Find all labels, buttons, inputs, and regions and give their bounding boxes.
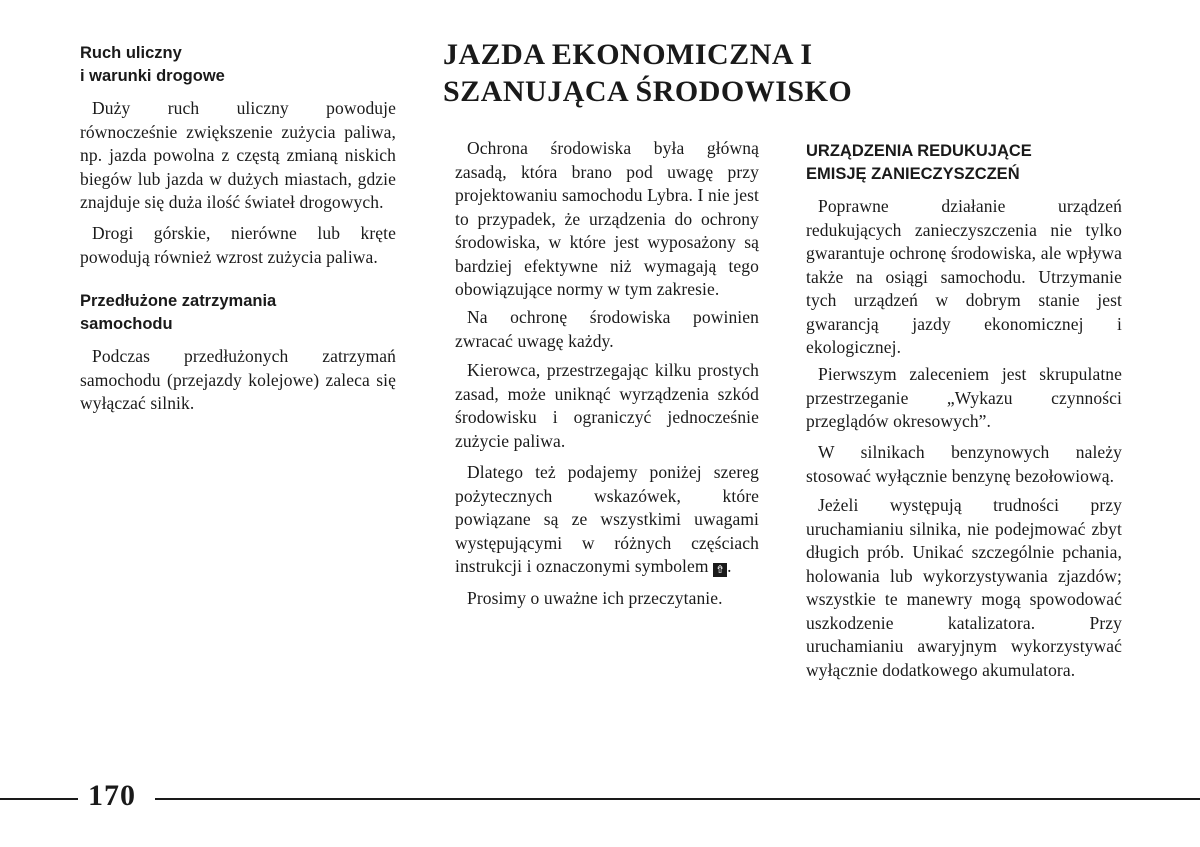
paragraph-traffic: Duży ruch uliczny powoduje równocześnie zwiększenie zużycia paliwa, np. jazda powolna z częstą zmianą niskich biegów lub jazda w dużych miastach, gdzie znajduje się duża ilość świateł drogowych. — [80, 98, 396, 212]
heading-traffic-line1: Ruch uliczny — [80, 44, 182, 62]
footer-rule-right — [155, 798, 1200, 800]
paragraph-please-read: Prosimy o uważne ich przeczytanie. — [467, 588, 723, 608]
page-title-line2: SZANUJĄCA ŚRODOWISKO — [443, 75, 853, 108]
heading-stops-line2: samochodu — [80, 315, 173, 333]
paragraph-mountain-roads: Drogi górskie, nierówne lub kręte powodują również wzrost zużycia paliwa. — [80, 223, 396, 267]
paragraph-tips-end: . — [727, 556, 732, 576]
heading-stops-line1: Przedłużone zatrzymania — [80, 292, 277, 310]
paragraph-devices-function: Poprawne działanie urządzeń redukujących zanieczyszczenia nie tylko gwarantuje ochronę środowiska, ale wpływa także na osiągi samochodu. Utrzymanie tych urządzeń w dobrym stanie jest gwarancją jazdy ekonomicznej i ekologicznej. — [806, 196, 1122, 357]
heading-stops — [80, 290, 396, 336]
heading-traffic — [80, 42, 396, 88]
heading-traffic-line2: i warunki drogowe — [80, 67, 225, 85]
page-number: 170 — [88, 779, 136, 812]
paragraph-everyone: Na ochronę środowiska powinien zwracać uwagę każdy. — [455, 307, 759, 351]
heading-emission-line2: EMISJĘ ZANIECZYSZCZEŃ — [806, 165, 1020, 183]
paragraph-tips-text: Dlatego też podajemy poniżej szereg pożytecznych wskazówek, które powiązane są ze wszystkimi uwagami występującymi w różnych częściach instrukcji i oznaczonymi symbolem — [455, 462, 759, 576]
paragraph-stops: Podczas przedłużonych zatrzymań samochodu (przejazdy kolejowe) zaleca się wyłączać silnik. — [80, 346, 396, 413]
page-title — [443, 36, 873, 110]
heading-emission-line1: URZĄDZENIA REDUKUJĄCE — [806, 142, 1032, 160]
heading-emission-devices — [806, 140, 1122, 186]
environment-symbol-icon: ⇮ — [713, 563, 727, 577]
paragraph-tips — [455, 461, 759, 579]
paragraph-driver: Kierowca, przestrzegając kilku prostych zasad, może uniknąć wyrządzenia szkód środowisku i ograniczyć jednocześnie zużycie paliwa. — [455, 360, 759, 451]
paragraph-first-recommendation: Pierwszym zaleceniem jest skrupulatne przestrzeganie „Wykazu czynności przeglądów okresowych”. — [806, 364, 1122, 431]
paragraph-environment-intro: Ochrona środowiska była główną zasadą, która brano pod uwagę przy projektowaniu samochodu Lybra. I nie jest to przypadek, że urządzenia do ochrony środowiska, w które jest wyposażony są bardziej efektywne niż wymagają tego obowiązujące normy w tym zakresie. — [455, 138, 759, 299]
paragraph-starting-difficulties: Jeżeli występują trudności przy uruchamianiu silnika, nie podejmować zbyt długich prób. Unikać szczególnie pchania, holowania lub wykorzystywania zjazdów; wszystkie te manewry mogą spowodować uszkodzenie katalizatora. Przy uruchamianiu awaryjnym wykorzystywać wyłącznie dodatkowego akumulatora. — [806, 495, 1122, 680]
page-title-line1: JAZDA EKONOMICZNA I — [443, 38, 813, 71]
paragraph-unleaded: W silnikach benzynowych należy stosować wyłącznie benzynę bezołowiową. — [806, 442, 1122, 486]
footer-rule-left — [0, 798, 78, 800]
